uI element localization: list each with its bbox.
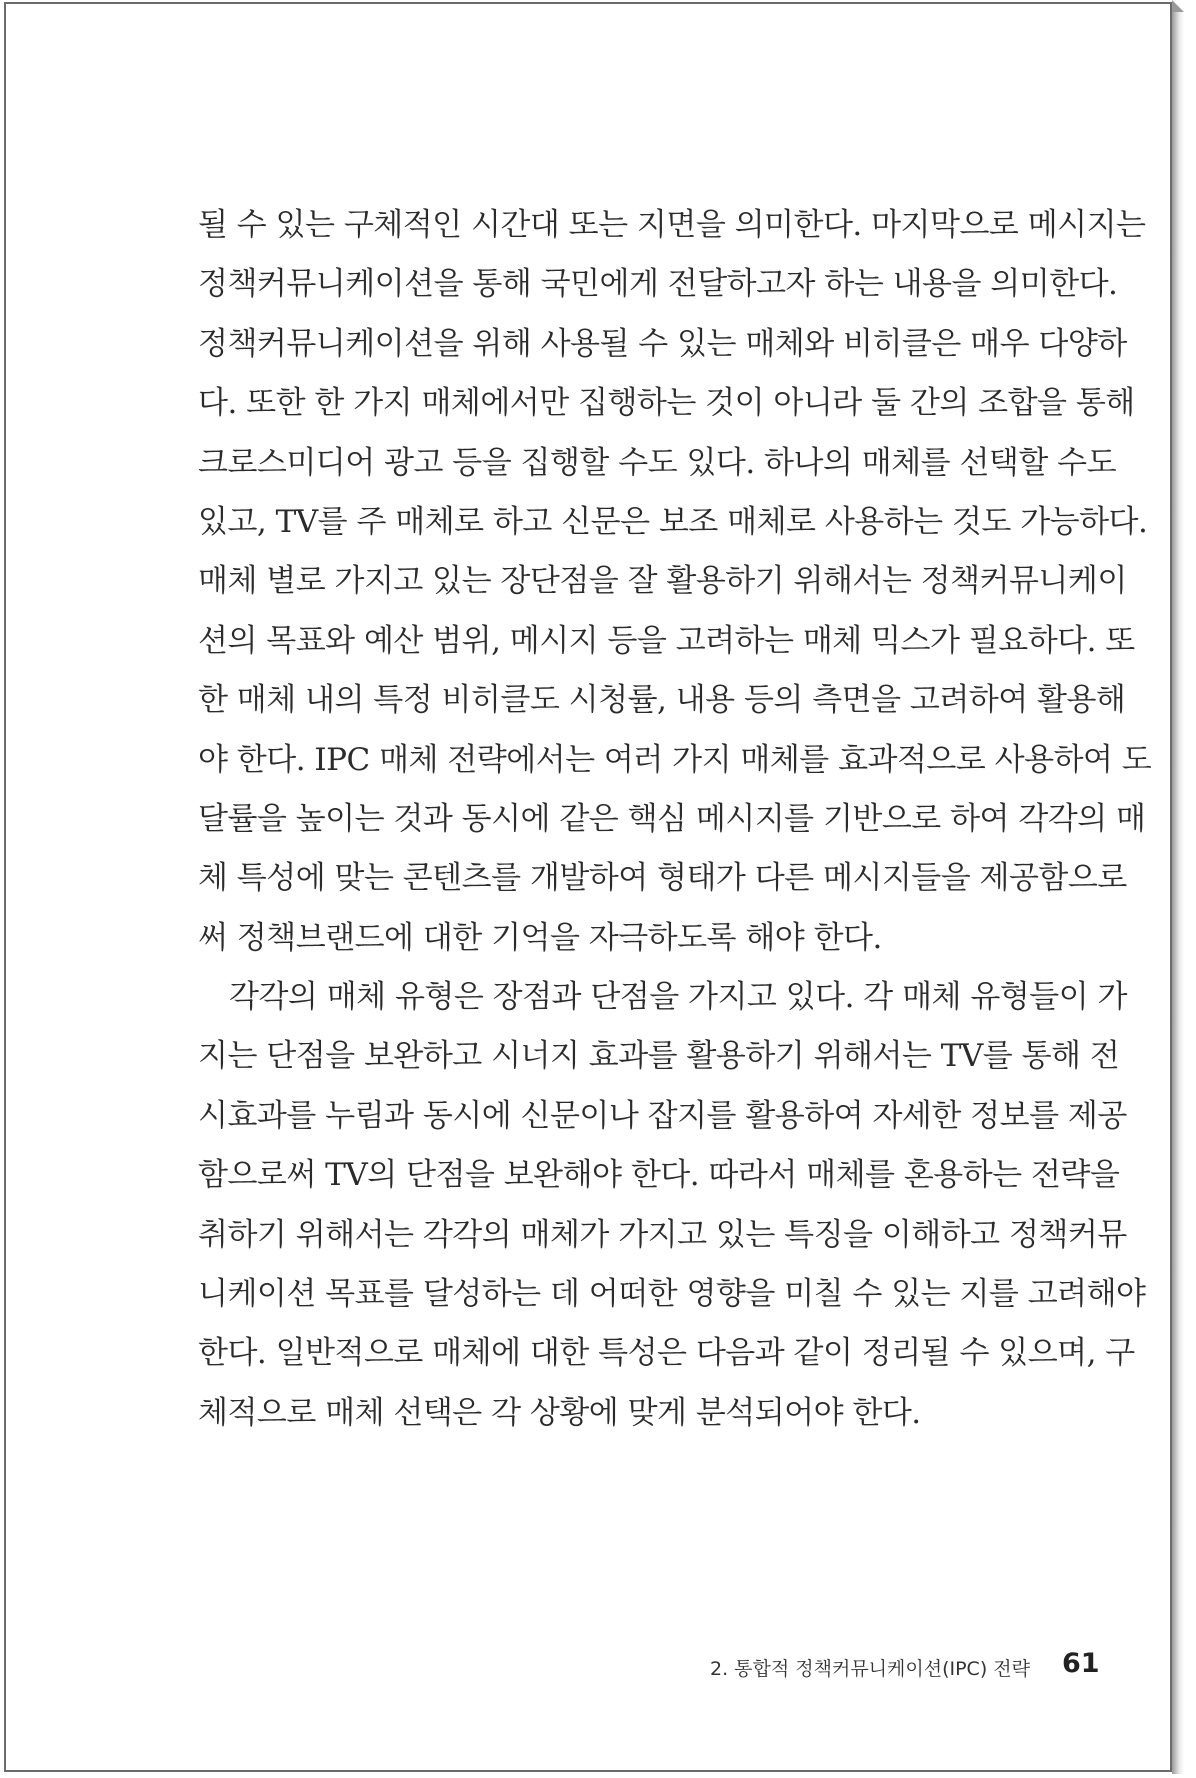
body-line: 니케이션 목표를 달성하는 데 어떠한 영향을 미칠 수 있는 지를 고려해야 (198, 1276, 1146, 1313)
page-edge-shadow (1172, 12, 1184, 1774)
body-line: 크로스미디어 광고 등을 집행할 수도 있다. 하나의 매체를 선택할 수도 (198, 444, 1117, 481)
body-line: 체 특성에 맞는 콘텐츠를 개발하여 형태가 다른 메시지들을 제공함으로 (198, 860, 1127, 897)
running-footer-title: 2. 통합적 정책커뮤니케이션(IPC) 전략 (709, 1658, 1030, 1680)
body-line: 다. 또한 한 가지 매체에서만 집행하는 것이 아니라 둘 간의 조합을 통해 (198, 385, 1135, 422)
body-line: 한다. 일반적으로 매체에 대한 특성은 다음과 같이 정리될 수 있으며, 구 (198, 1335, 1135, 1372)
body-line: 될 수 있는 구체적인 시간대 또는 지면을 의미한다. 마지막으로 메시지는 (198, 207, 1146, 243)
body-line: 션의 목표와 예산 범위, 메시지 등을 고려하는 매체 믹스가 필요하다. 또 (198, 622, 1135, 659)
body-line: 달률을 높이는 것과 동시에 같은 핵심 메시지를 기반으로 하여 각각의 매 (198, 800, 1146, 837)
body-line: 정책커뮤니케이션을 통해 국민에게 전달하고자 하는 내용을 의미한다. (198, 266, 1118, 303)
body-line: 야 한다. IPC 매체 전략에서는 여러 가지 매체를 효과적으로 사용하여 도 (198, 741, 1152, 778)
body-line: 있고, TV를 주 매체로 하고 신문은 보조 매체로 사용하는 것도 가능하다. (198, 503, 1148, 540)
page-number: 61 (1062, 1648, 1100, 1679)
body-line: 정책커뮤니케이션을 위해 사용될 수 있는 매체와 비히클은 매우 다양하 (198, 325, 1127, 362)
body-line: 써 정책브랜드에 대한 기억을 자극하도록 해야 한다. (198, 919, 882, 956)
body-line: 시효과를 누림과 동시에 신문이나 잡지를 활용하여 자세한 정보를 제공 (198, 1097, 1127, 1134)
paragraph-first-line: 각각의 매체 유형은 장점과 단점을 가지고 있다. 각 매체 유형들이 가 (229, 979, 1127, 1016)
body-line: 지는 단점을 보완하고 시너지 효과를 활용하기 위해서는 TV를 통해 전 (198, 1038, 1120, 1075)
body-line: 취하기 위해서는 각각의 매체가 가지고 있는 특징을 이해하고 정책커뮤 (198, 1216, 1127, 1253)
body-line: 체적으로 매체 선택은 각 상황에 맞게 분석되어야 한다. (198, 1394, 921, 1431)
body-line: 한 매체 내의 특정 비히클도 시청률, 내용 등의 측면을 고려하여 활용해 (198, 682, 1126, 719)
body-line: 함으로써 TV의 단점을 보완해야 한다. 따라서 매체를 혼용하는 전략을 (198, 1157, 1120, 1194)
body-line: 매체 별로 가지고 있는 장단점을 잘 활용하기 위해서는 정책커뮤니케이 (198, 563, 1127, 600)
body-text (198, 196, 1152, 1443)
